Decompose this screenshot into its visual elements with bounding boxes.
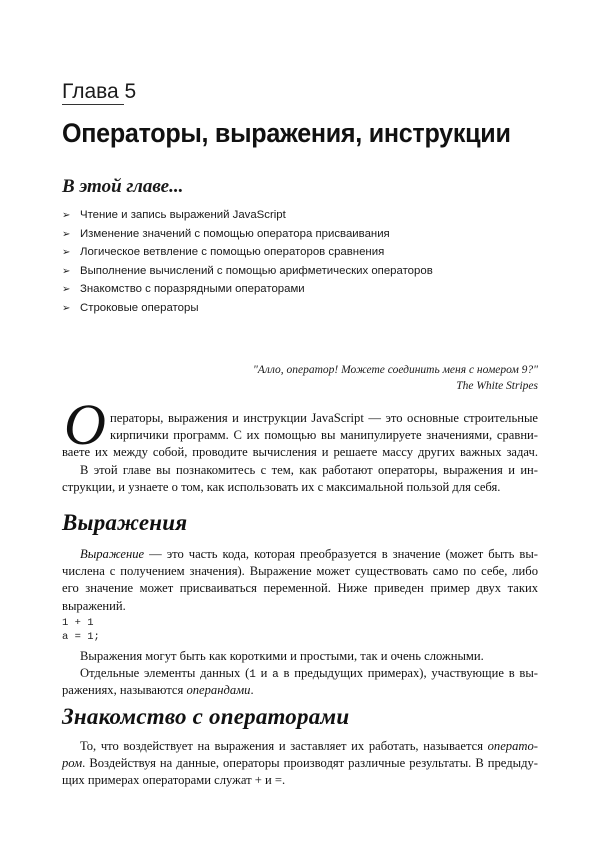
expressions-paragraph-2: Выражения могут быть как короткими и простыми, так и очень сложными. Отдельные элементы данных (1 и a в предыдущих примерах), участвующие в вы- ражениях, называются операндами.	[62, 649, 538, 698]
arrow-bullet-icon: ➢	[62, 228, 71, 240]
list-item: ➢ Изменение значений с помощью оператора присваивания	[62, 225, 433, 244]
section-heading-operators: Знакомство с операторами	[62, 704, 350, 729]
code-line: a = 1;	[62, 631, 100, 643]
intro-paragraph: ператоры, выражения и инструкции JavaScript — это основные строительные кирпичики программ. С их помощью вы манипулируете значениями, сравни-	[110, 411, 538, 443]
arrow-bullet-icon: ➢	[62, 284, 71, 296]
chapter-topics-list	[62, 206, 433, 318]
arrow-bullet-icon: ➢	[62, 210, 71, 221]
arrow-bullet-icon: ➢	[62, 247, 71, 259]
term-expression: Выражение	[80, 547, 145, 561]
arrow-bullet-icon: ➢	[62, 265, 71, 277]
section-heading-expressions: Выражения	[62, 510, 188, 535]
drop-cap: О	[64, 392, 106, 457]
expressions-paragraph: Выражение — это часть кода, которая преобразуется в значение (может быть вы- числена с получением значения). Выражение может существовать само по себе, либо его значение может присваиваться переменной. Ниже приведен пример двух таких выражений.	[62, 547, 538, 613]
list-item: ➢ Выполнение вычислений с помощью арифметических операторов	[62, 262, 433, 281]
epigraph	[253, 362, 538, 394]
epigraph-author: The White Stripes	[456, 380, 538, 392]
code-line: 1 + 1	[62, 617, 94, 629]
chapter-title: Операторы, выражения, инструкции	[62, 118, 511, 148]
chapter-label: Глава 5	[62, 80, 137, 103]
operators-paragraph: То, что воздействует на выражения и заставляет их работать, называется операто- ром. Воздействуя на данные, операторы производят различные результаты. В предыду- щих примерах операторами служат + и =.	[62, 739, 538, 788]
list-item: ➢ Чтение и запись выражений JavaScript	[62, 206, 433, 225]
code-example	[62, 616, 100, 644]
arrow-bullet-icon: ➢	[62, 302, 71, 314]
list-item: ➢ Логическое ветвление с помощью операторов сравнения	[62, 243, 433, 262]
epigraph-quote: "Алло, оператор! Можете соединить меня с номером 9?"	[252, 364, 538, 376]
intro-paragraph-cont: ваете их между собой, проводите вычисления и решаете массу других важных задач. В этой главе вы познакомитесь с тем, как работают операторы, выражения и ин- струкции, и узнаете о том, как использовать их с максимальной пользой для себя.	[62, 445, 538, 494]
list-item: ➢ Знакомство с поразрядными операторами	[62, 280, 433, 299]
term-operands: операндами	[186, 683, 251, 698]
list-item: ➢ Строковые операторы	[62, 299, 433, 318]
in-chapter-heading: В этой главе...	[62, 176, 184, 197]
chapter-rule	[62, 104, 124, 105]
